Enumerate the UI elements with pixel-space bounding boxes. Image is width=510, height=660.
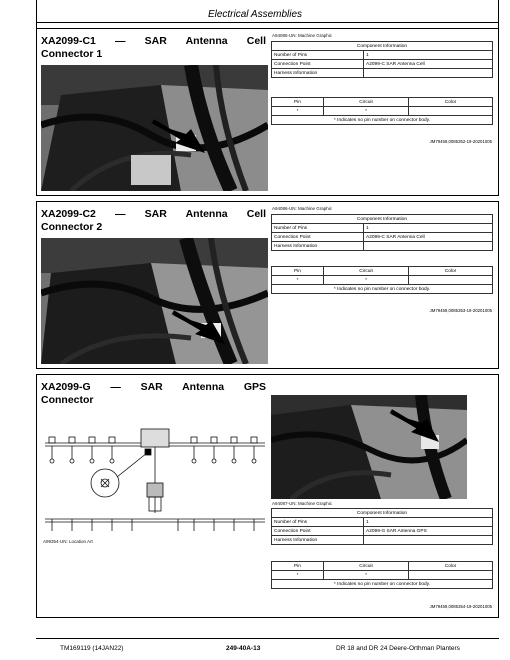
table-row: Pin Circuit Color — [272, 267, 493, 276]
footer-product-name: DR 18 and DR 24 Deere-Orthman Planters — [336, 645, 460, 652]
section-xa2099-c2 — [36, 201, 499, 369]
pin-table — [271, 561, 493, 589]
table-row: * * — [272, 571, 493, 580]
machine-graphic-photo — [41, 65, 268, 191]
section-title — [41, 208, 266, 234]
machine-graphic-label: A94087-UN: Machine Graphic — [272, 501, 333, 506]
table-row: Pin Circuit Color — [272, 98, 493, 107]
section-title — [41, 381, 266, 407]
pin-table — [271, 97, 493, 125]
table-row: * * — [272, 107, 493, 116]
pin-note: * Indicates no pin number on connector body. — [272, 580, 493, 589]
table-row: Connection Point A2099-C SAR Antenna Cell — [272, 60, 493, 69]
table-row: Connection Point A2099-C SAR Antenna Cell — [272, 233, 493, 242]
section-title-line2: Connector — [41, 394, 94, 406]
pin-note: * Indicates no pin number on connector body. — [272, 116, 493, 125]
footer-rule — [36, 638, 499, 639]
table-row — [272, 580, 493, 589]
footer-page-number: 249-40A-13 — [226, 645, 261, 652]
section-xa2099-g — [36, 374, 499, 618]
location-art-drawing — [41, 423, 269, 535]
table-row: Number of Pins 1 — [272, 51, 493, 60]
table-row: Number of Pins 1 — [272, 224, 493, 233]
machine-graphic-label: A94085-UN: Machine Graphic — [272, 33, 333, 38]
section-xa2099-c1 — [36, 28, 499, 196]
pin-note: * Indicates no pin number on connector body. — [272, 285, 493, 294]
table-row: Pin Circuit Color — [272, 562, 493, 571]
pin-table — [271, 266, 493, 294]
table-row: * * — [272, 276, 493, 285]
table-row: Connection Point A2099-G SAR Antenna GPS — [272, 527, 493, 536]
reference-code: JM79459,0085352-19-20201005 — [429, 139, 492, 144]
section-title-line1: XA2099-G — SAR Antenna GPS — [41, 381, 266, 393]
table-row: Number of Pins 1 — [272, 518, 493, 527]
header-rule — [36, 22, 499, 23]
component-info-table — [271, 214, 493, 251]
page-header-title: Electrical Assemblies — [207, 9, 303, 20]
reference-code: JM79459,0085354-19-20201005 — [429, 604, 492, 609]
section-title-line2: Connector 1 — [41, 48, 103, 60]
section-title-line2: Connector 2 — [41, 221, 103, 233]
reference-code: JM79459,0085353-19-20201005 — [429, 308, 492, 313]
table-row: Harness Information — [272, 536, 493, 545]
footer-manual-id: TM169119 (14JAN22) — [60, 645, 124, 652]
component-info-header: Component Information — [272, 215, 493, 224]
component-info-table — [271, 508, 493, 545]
machine-graphic-photo — [41, 238, 268, 364]
machine-graphic-label: A94086-UN: Machine Graphic — [272, 206, 333, 211]
section-title — [41, 35, 266, 61]
machine-graphic-photo — [271, 395, 467, 499]
section-title-line1: XA2099-C2 — SAR Antenna Cell — [41, 208, 266, 220]
section-title-line1: XA2099-C1 — SAR Antenna Cell — [41, 35, 266, 47]
table-row — [272, 116, 493, 125]
component-info-table — [271, 41, 493, 78]
location-art-label: A99354-UN: Location Art — [43, 539, 93, 544]
component-info-header: Component Information — [272, 42, 493, 51]
table-row: Harness Information — [272, 69, 493, 78]
table-row: Harness Information — [272, 242, 493, 251]
component-info-header: Component Information — [272, 509, 493, 518]
table-row — [272, 285, 493, 294]
